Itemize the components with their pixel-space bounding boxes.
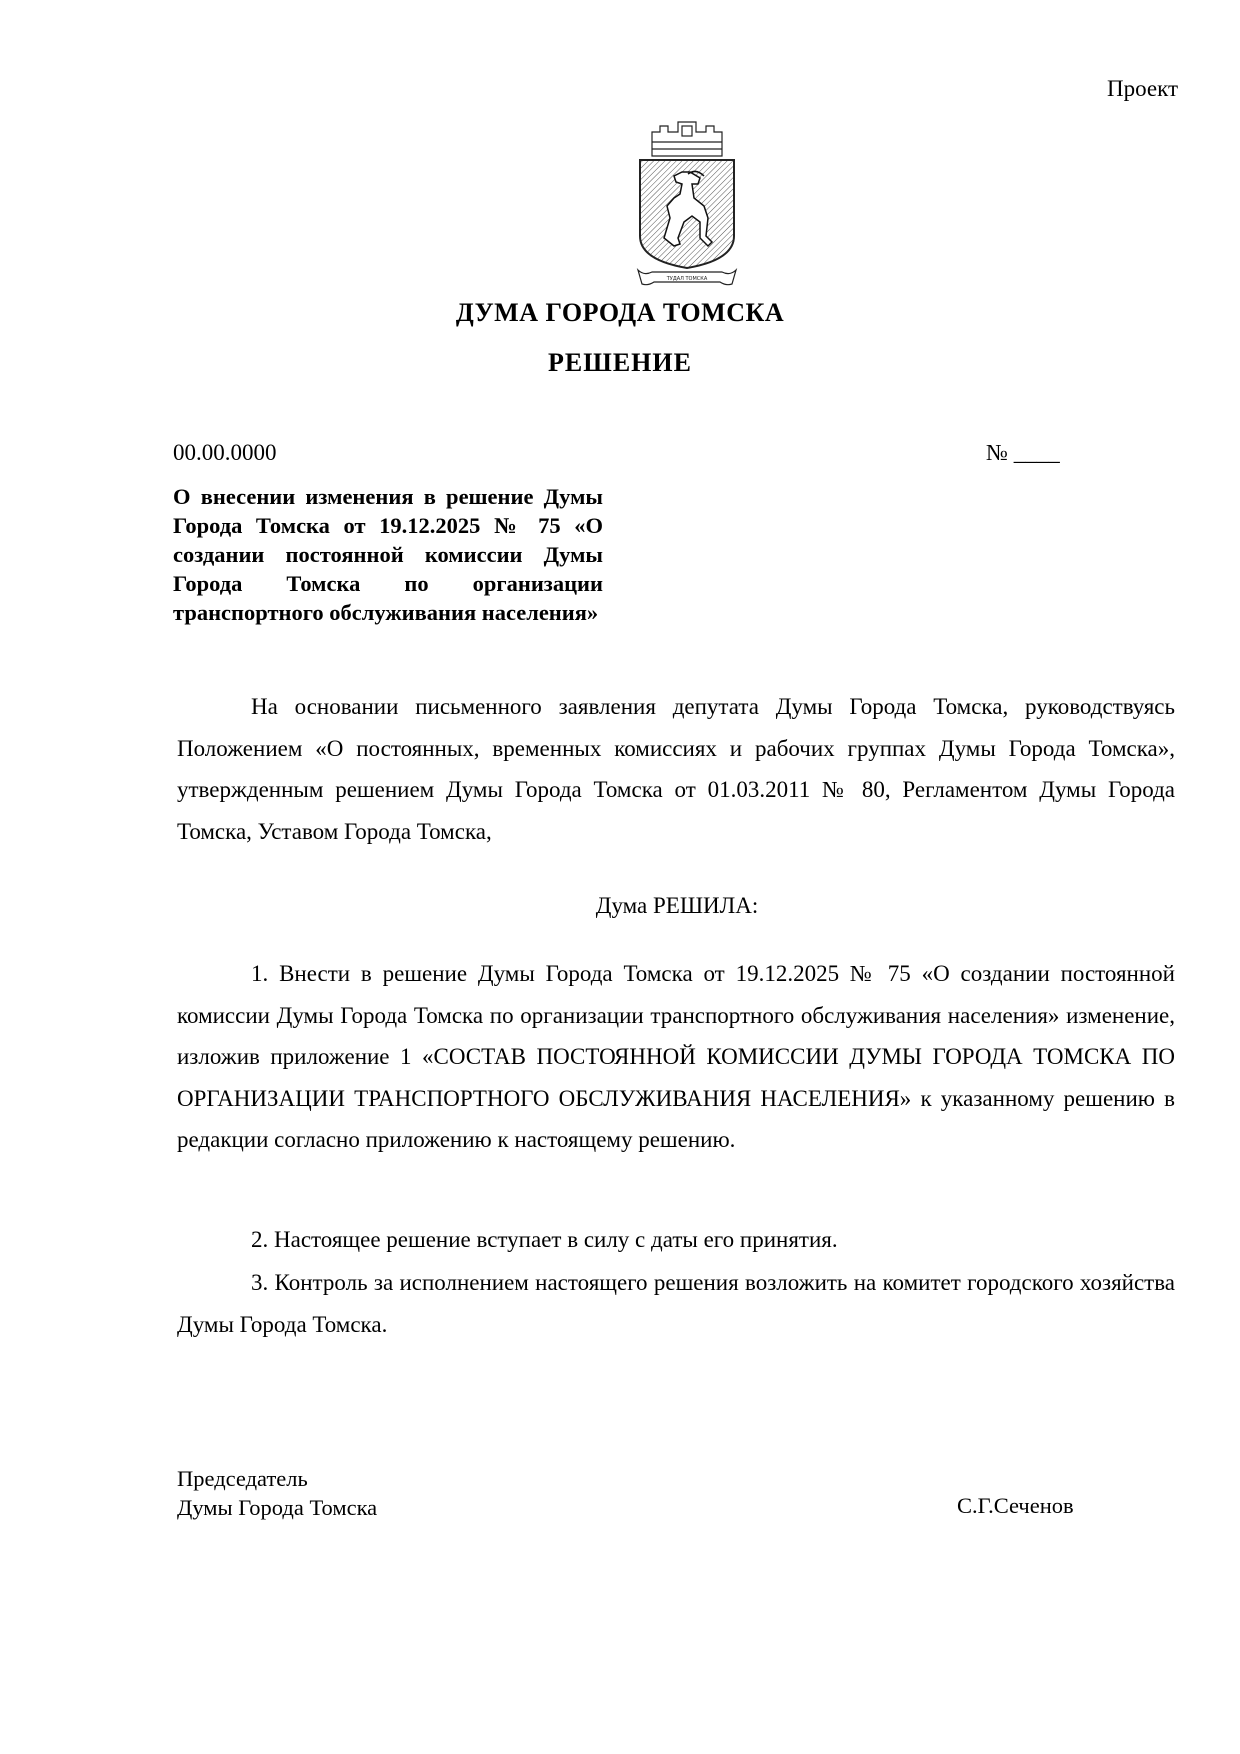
signatory-position-line-1: Председатель	[177, 1466, 308, 1491]
document-status-label: Проект	[1106, 76, 1178, 101]
signatory-position	[177, 1464, 377, 1522]
document-date: 00.00.0000	[173, 440, 277, 465]
organization-title: ДУМА ГОРОДА ТОМСКА	[455, 298, 785, 327]
decision-heading: Дума РЕШИЛА:	[595, 893, 759, 918]
signatory-position-line-2: Думы Города Томска	[177, 1495, 378, 1520]
decision-item-2: 2. Настоящее решение вступает в силу с даты его принятия.	[251, 1227, 838, 1252]
coat-of-arms-icon	[634, 118, 740, 290]
preamble-paragraph: На основании письменного заявления депутата Думы Города Томска, руководствуясь Положением «О постоянных, временных комиссиях и рабочих группах Думы Города Томска», утвержденным решением Думы Города Томска от 01.03.2011 № 80, Регламентом Думы Города Томска, Уставом Города Томска,	[177, 694, 1175, 844]
document-type-title: РЕШЕНИЕ	[548, 348, 692, 377]
decision-item-3: 3. Контроль за исполнением настоящего решения возложить на комитет городского хозяйства Думы Города Томска.	[177, 1270, 1175, 1337]
svg-text:ТУДАЛ ТОМСКА: ТУДАЛ ТОМСКА	[666, 276, 708, 282]
decision-item-1: 1. Внести в решение Думы Города Томска от 19.12.2025 № 75 «О создании постоянной комиссии Думы Города Томска по организации транспортного обслуживания населения» изменение, изложив приложение 1 «СОСТАВ ПОСТОЯННОЙ КОМИССИИ ДУМЫ ГОРОДА ТОМСКА ПО ОРГАНИЗАЦИИ ТРАНСПОРТНОГО ОБСЛУЖИВАНИЯ НАСЕЛЕНИЯ» к указанному решению в редакции согласно приложению к настоящему решению.	[177, 961, 1175, 1152]
document-number: № ____	[986, 440, 1060, 465]
document-subject: О внесении изменения в решение Думы Города Томска от 19.12.2025 № 75 «О создании постоянной комиссии Думы Города Томска по организации транспортного обслуживания населения»	[173, 484, 603, 625]
signatory-name: С.Г.Сеченов	[957, 1493, 1074, 1518]
